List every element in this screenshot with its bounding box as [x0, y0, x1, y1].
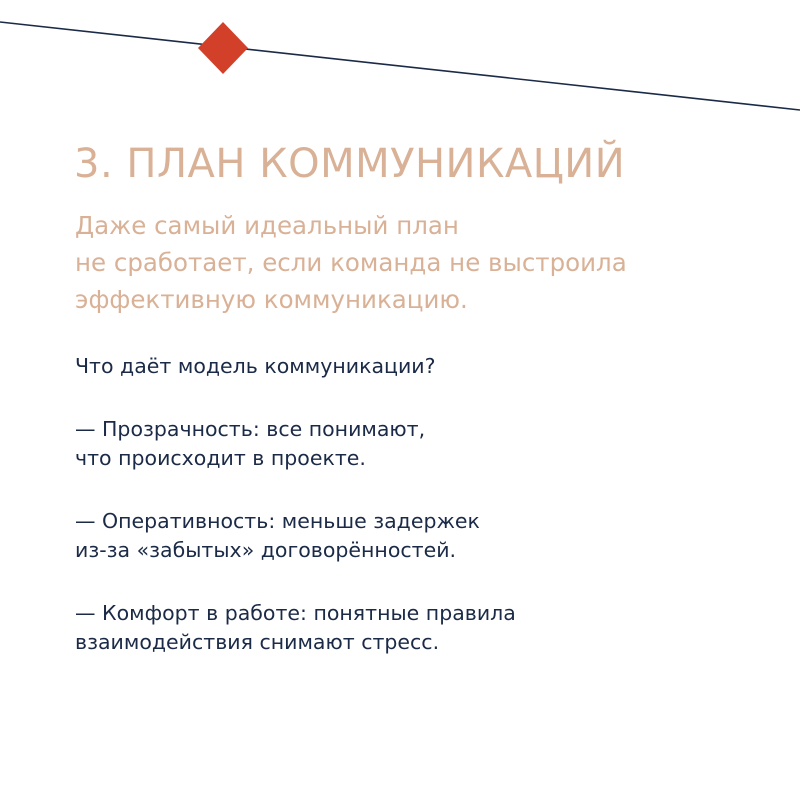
subtitle [75, 207, 755, 318]
subtitle-line: эффективную коммуникацию. [75, 285, 468, 314]
page-title: 3. ПЛАН КОММУНИКАЦИЙ [74, 141, 626, 187]
decorative-header [0, 0, 800, 140]
body-text [75, 352, 755, 691]
subtitle-line: не сработает, если команда не выстроила [75, 248, 627, 277]
decorative-rule-line [0, 22, 800, 110]
subtitle-line: Даже самый идеальный план [75, 211, 459, 240]
diamond-icon [198, 22, 248, 74]
list-item-efficiency [75, 507, 755, 565]
list-item-line: взаимодействия снимают стресс. [75, 630, 440, 654]
question-text: Что даёт модель коммуникации? [75, 354, 436, 378]
list-item-line: что происходит в проекте. [75, 446, 366, 470]
list-item-line: из-за «забытых» договорённостей. [75, 538, 457, 562]
list-item-line: — Оперативность: меньше задержек [75, 509, 480, 533]
list-item-transparency [75, 415, 755, 473]
question-heading [75, 352, 755, 381]
list-item-line: — Комфорт в работе: понятные правила [75, 601, 516, 625]
list-item-comfort [75, 599, 755, 657]
list-item-line: — Прозрачность: все понимают, [75, 417, 426, 441]
